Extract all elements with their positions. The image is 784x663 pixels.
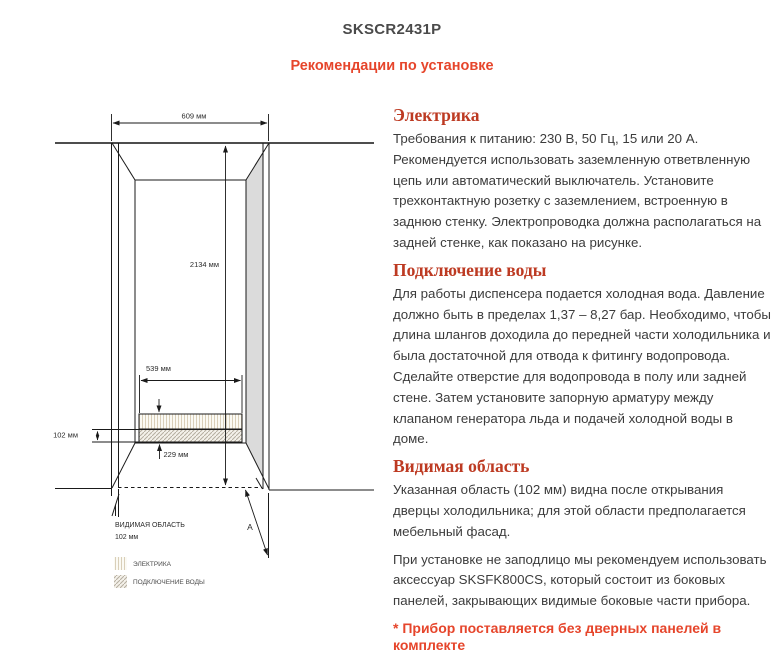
electrical-zone <box>139 414 242 429</box>
section-body-accessory: При установке не заподлицо мы рекомендуем использовать аксессуар SKSFK800CS, который состоит из боковых панелей, закрывающих видимые боковые части прибора. <box>393 551 767 609</box>
water-zone <box>139 430 242 443</box>
model-number: SKSCR2431P <box>342 21 442 38</box>
legend-electrical-label: ЭЛЕКТРИКА <box>133 561 171 568</box>
section-heading-visible-area: Видимая область <box>393 456 530 477</box>
dim-opening-width-label: 609 мм <box>181 111 207 121</box>
section-body-visible-area: Указанная область (102 мм) видна после открывания дверцы холодильника; для этой области предполагается мебельный фасад. <box>393 482 746 539</box>
door-panels-footnote: * Прибор поставляется без дверных панелей в комплекте <box>393 619 722 653</box>
visible-area-value: 102 мм <box>115 534 139 541</box>
niche-outline <box>55 143 374 558</box>
legend-water-label: ПОДКЛЮЧЕНИЕ ВОДЫ <box>133 579 205 586</box>
dim-zone-bottom-label: 229 мм <box>163 450 189 459</box>
visible-area-label: ВИДИМАЯ ОБЛАСТЬ <box>115 522 185 529</box>
diagram-legend <box>114 557 205 588</box>
section-heading-electrical: Электрика <box>393 105 480 125</box>
section-heading-water: Подключение воды <box>393 259 547 280</box>
dim-visible-side-label: 102 мм <box>53 430 78 440</box>
legend-water-swatch <box>114 575 127 588</box>
section-body-water: Для работы диспенсера подается холодная вода. Давление должно быть в пределах 1,37 – 8,27 бар. Необходимо, чтобы длина шлангов доходила до передней части холодильника и была достаточной для отвода к фитингу водопровода. Сделайте отверстие для водопровода в полу или задней стене. Затем установите запорную арматуру между клапаном генератора льда и подачей холодной воды в доме. <box>393 285 771 447</box>
page-title: Рекомендации по установке <box>290 58 494 74</box>
dim-opening-height-label: 2134 мм <box>189 260 219 269</box>
instructions-column <box>393 106 771 654</box>
dim-zone-width-label: 539 мм <box>146 364 171 373</box>
section-body-electrical: Требования к питанию: 230 В, 50 Гц, 15 или 20 А. Рекомендуется использовать заземленную ответвленную цепь или автоматический выключатель. Установите трехконтактную розетку с заземлением, встроенную в заднюю стенку. Электропроводка должна располагаться на задней стенке, как показано на рисунке. <box>393 131 762 250</box>
point-a-label: A <box>247 522 253 532</box>
legend-electrical-swatch <box>114 557 127 570</box>
side-wall-shading <box>246 153 263 477</box>
